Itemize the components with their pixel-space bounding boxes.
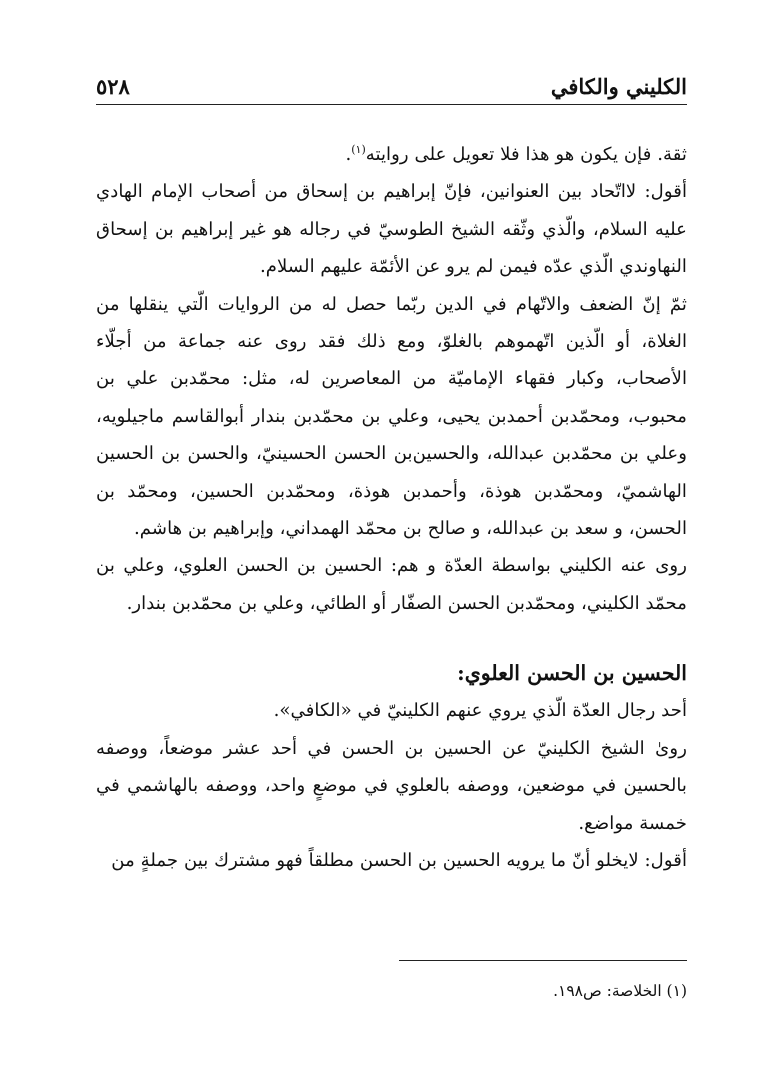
paragraph: ثمّ إنّ الضعف والاتّهام في الدين ربّما حصل له من الروايات الّتي ينقلها من الغلاة، أو الّذين اتّهموهم بالغلوّ، ومع ذلك فقد روى عنه جماعة من أجلّاء الأصحاب، وكبار فقهاء الإماميّة من المعاصرين له، مثل: محمّدبن علي بن محبوب، ومحمّدبن أحمدبن يحيى، وعلي بن محمّدبن بندار أبوالقاسم ماجيلويه، وعلي بن محمّدبن عبدالله، والحسين‌بن الحسن الحسينيّ، والحسن بن الحسين الهاشميّ، ومحمّدبن هوذة، وأحمدبن هوذة، ومحمّدبن الحسين، ومحمّد بن الحسن، و سعد بن عبدالله، و صالح بن محمّد الهمداني، وإبراهيم بن هاشم. bbox=[96, 293, 687, 540]
paragraph-end: . bbox=[345, 144, 352, 165]
paragraph bbox=[96, 136, 687, 173]
paragraph: أحد رجال العدّة الّذي يروي عنهم الكلينيّ في «الكافي». bbox=[273, 700, 687, 722]
section-heading: الحسين بن الحسن العلوي: bbox=[457, 661, 687, 686]
page-header bbox=[96, 70, 687, 105]
paragraph-text: ثقة. فإن يكون هو هذا فلا تعويل على روايته bbox=[365, 144, 687, 165]
paragraph: روى عنه الكليني بواسطة العدّة و هم: الحسين بن الحسن العلوي، وعلي بن محمّد الكليني، ومحمّدبن الحسن الصفّار أو الطائي، وعلي بن محمّدبن بندار. bbox=[96, 555, 687, 614]
paragraph: أقول: لااتّحاد بين العنوانين، فإنّ إبراهيم بن إسحاق من أصحاب الإمام الهادي عليه السلام، والّذي وثّقه الشيخ الطوسيّ في رجاله هو غير إبراهيم بن إسحاق النهاوندي الّذي عدّه فيمن لم يرو عن الأئمّة عليهم السلام. bbox=[96, 181, 687, 278]
paragraph: روىٰ الشيخ الكلينيّ عن الحسين بن الحسن في أحد عشر موضعاً، ووصفه بالحسين في موضعين، ووصفه بالعلوي في موضعٍ واحد، ووصفه بالهاشمي في خمسة مواضع. bbox=[96, 737, 687, 834]
section-gap bbox=[96, 622, 687, 654]
paragraph: أقول: لايخلو أنّ ما يرويه الحسين بن الحسن مطلقاً فهو مشترك بين جملةٍ من bbox=[111, 849, 687, 871]
footnote: (١) الخلاصة: ص١٩٨. bbox=[553, 982, 687, 1000]
page-number: ٥٢٨ bbox=[96, 74, 130, 99]
running-title: الكليني والكافي bbox=[550, 74, 687, 99]
main-text bbox=[96, 136, 687, 879]
footnote-divider bbox=[399, 960, 687, 961]
footnote-marker[interactable]: (١) bbox=[351, 142, 366, 156]
